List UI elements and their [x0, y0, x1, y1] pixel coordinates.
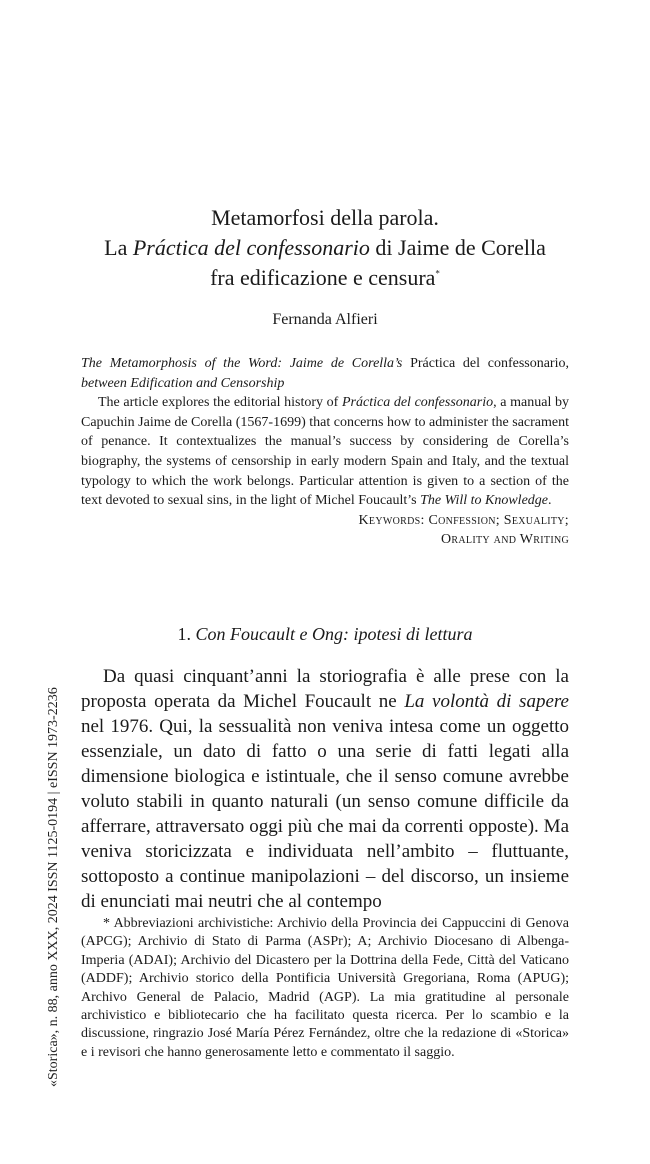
keywords-line-2: Orality and Writing	[441, 532, 569, 548]
abstract-title: The Metamorphosis of the Word: Jaime de Corella’s Práctica del confessonario, between Edification and Censorship	[81, 356, 569, 391]
keywords	[81, 511, 569, 550]
main-paragraph: Da quasi cinquant’anni la storiografia è alle prese con la proposta operata da Michel Foucault ne La volontà di sapere nel 1976. Qui, la sessualità non veniva intesa come un oggetto essenziale, un dato di fatto o una serie di fatti legati alla dimensione biologica e istintuale, che il senso comune avrebbe voluto stabili in quanto naturali (un senso comune difficile da afferrare, attraversato oggi più che mai da correnti opposte). Ma veniva storicizzata e individuata nell’ambito – fluttuante, sottoposto a continue manipolazioni – del discorso, un insieme di enunciati mai neutri che al contempo	[81, 666, 569, 912]
title-line-3: fra edificazione e censura*	[210, 265, 440, 290]
title-line-1: Metamorfosi della parola.	[211, 205, 439, 230]
abstract	[81, 354, 569, 550]
cited-book-title: La volontà di sapere	[404, 691, 569, 712]
journal-side-note: «Storica», n. 88, anno XXX, 2024 ISSN 1125-0194 | eISSN 1973-2236	[46, 687, 61, 1087]
footnote: * Abbreviazioni archivistiche: Archivio della Provincia dei Cappuccini di Genova (APCG); Archivio di Stato di Parma (ASPr); A; Archivio Diocesano di Albenga-Imperia (ADAI); Archivio del Dicastero per la Dottrina della Fede, Città del Vaticano (ADDF); Archivio storico della Pontificia Università Gregoriana, Roma (APUG); Archivo General de Palacio, Madrid (AGP). La mia gratitudine al personale archivistico e bibliotecario che ha facilitato questa ricerca. Per lo scambio e la discussione, ringrazio José María Pérez Fernández, oltre che la redazione di «Storica» e i revisori che hanno generosamente letto e commentato il saggio.	[81, 916, 569, 1060]
section-number: 1.	[177, 624, 196, 644]
section-title: Con Foucault e Ong: ipotesi di lettura	[195, 624, 473, 644]
title-book-name: Práctica del confessonario	[132, 235, 370, 260]
title-footnote-marker: *	[435, 268, 440, 279]
title-line-2: La Práctica del confessonario di Jaime de Corella	[104, 235, 546, 260]
keywords-line-1: Keywords: Confession; Sexuality;	[358, 512, 569, 528]
section-heading	[0, 622, 650, 646]
author-name: Fernanda Alfieri	[272, 311, 378, 328]
article-title	[0, 203, 650, 293]
abstract-body: The article explores the editorial history of Práctica del confessonario, a manual by Capuchin Jaime de Corella (1567-1699) that concerns how to administer the sacrament of penance. It contextualizes the manual’s success by considering de Corella’s biography, the systems of censorship in early modern Spain and Italy, and the textual typology to which the work belongs. Particular attention is given to a section of the text devoted to sexual sins, in the light of Michel Foucault’s The Will to Knowledge.	[81, 395, 569, 509]
